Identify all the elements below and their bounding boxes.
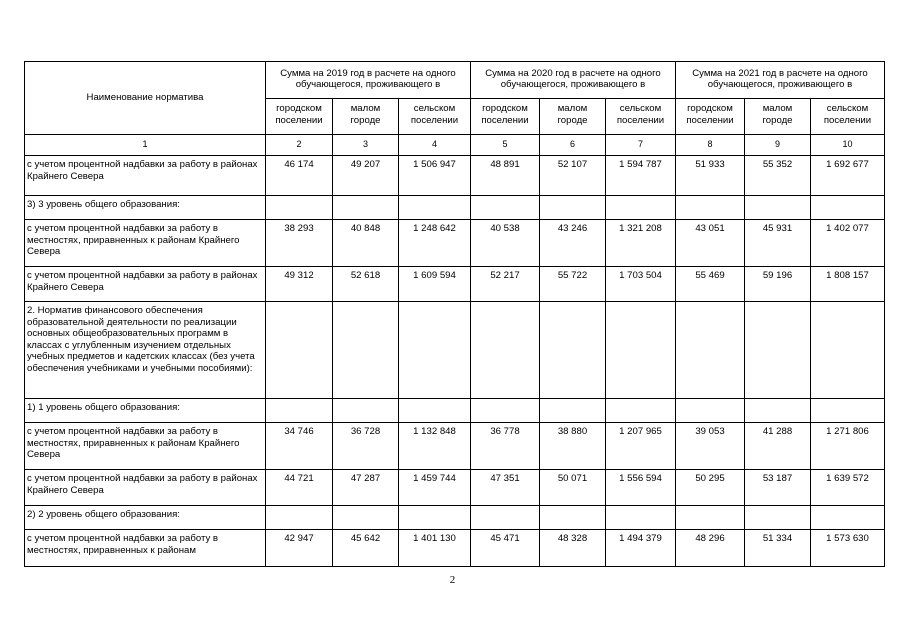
value-cell: 52 618 bbox=[333, 267, 399, 302]
column-number: 7 bbox=[606, 135, 676, 156]
header-year-2019: Сумма на 2019 год в расчете на одного обучающегося, проживающего в bbox=[266, 62, 471, 99]
value-cell bbox=[811, 506, 885, 530]
value-cell bbox=[811, 302, 885, 399]
header-year-2020: Сумма на 2020 год в расчете на одного обучающегося, проживающего в bbox=[471, 62, 676, 99]
value-cell: 50 071 bbox=[540, 470, 606, 506]
value-cell: 34 746 bbox=[266, 423, 333, 470]
value-cell: 1 494 379 bbox=[606, 530, 676, 567]
table-row bbox=[25, 399, 885, 423]
value-cell bbox=[745, 506, 811, 530]
value-cell: 53 187 bbox=[745, 470, 811, 506]
value-cell: 55 722 bbox=[540, 267, 606, 302]
header-small-town: малом городе bbox=[540, 99, 606, 135]
header-norm-name: Наименование норматива bbox=[25, 62, 266, 135]
value-cell bbox=[606, 399, 676, 423]
norm-name-cell: 2) 2 уровень общего образования: bbox=[25, 506, 266, 530]
value-cell: 38 880 bbox=[540, 423, 606, 470]
table-row bbox=[25, 196, 885, 220]
value-cell: 40 848 bbox=[333, 220, 399, 267]
table-row bbox=[25, 506, 885, 530]
value-cell bbox=[266, 399, 333, 423]
value-cell: 50 295 bbox=[676, 470, 745, 506]
value-cell: 48 296 bbox=[676, 530, 745, 567]
norm-name-cell: с учетом процентной надбавки за работу в районах Крайнего Севера bbox=[25, 470, 266, 506]
column-number: 8 bbox=[676, 135, 745, 156]
value-cell bbox=[606, 196, 676, 220]
value-cell bbox=[471, 302, 540, 399]
column-number: 2 bbox=[266, 135, 333, 156]
table-row bbox=[25, 267, 885, 302]
column-number: 3 bbox=[333, 135, 399, 156]
value-cell: 59 196 bbox=[745, 267, 811, 302]
norm-name-cell: с учетом процентной надбавки за работу в районах Крайнего Севера bbox=[25, 156, 266, 196]
column-number: 5 bbox=[471, 135, 540, 156]
value-cell bbox=[399, 302, 471, 399]
value-cell bbox=[471, 399, 540, 423]
norm-name-cell: с учетом процентной надбавки за работу в районах Крайнего Севера bbox=[25, 267, 266, 302]
table-row bbox=[25, 220, 885, 267]
value-cell bbox=[676, 506, 745, 530]
value-cell: 1 271 806 bbox=[811, 423, 885, 470]
value-cell: 49 207 bbox=[333, 156, 399, 196]
value-cell: 55 469 bbox=[676, 267, 745, 302]
value-cell bbox=[266, 196, 333, 220]
header-row-years bbox=[25, 62, 885, 99]
value-cell: 51 933 bbox=[676, 156, 745, 196]
value-cell bbox=[471, 506, 540, 530]
table-row bbox=[25, 423, 885, 470]
header-urban: городском поселении bbox=[471, 99, 540, 135]
value-cell: 1 639 572 bbox=[811, 470, 885, 506]
value-cell: 48 328 bbox=[540, 530, 606, 567]
value-cell: 38 293 bbox=[266, 220, 333, 267]
value-cell bbox=[333, 302, 399, 399]
value-cell: 45 931 bbox=[745, 220, 811, 267]
norms-table bbox=[24, 61, 885, 567]
value-cell: 36 728 bbox=[333, 423, 399, 470]
header-year-2021: Сумма на 2021 год в расчете на одного обучающегося, проживающего в bbox=[676, 62, 885, 99]
column-number: 6 bbox=[540, 135, 606, 156]
value-cell: 1 248 642 bbox=[399, 220, 471, 267]
value-cell bbox=[399, 506, 471, 530]
value-cell: 39 053 bbox=[676, 423, 745, 470]
value-cell: 43 051 bbox=[676, 220, 745, 267]
value-cell: 40 538 bbox=[471, 220, 540, 267]
value-cell: 1 609 594 bbox=[399, 267, 471, 302]
value-cell: 1 321 208 bbox=[606, 220, 676, 267]
norm-name-cell: 2. Норматив финансового обеспечения образовательной деятельности по реализации основных общеобразовательных программ в классах с углубленным изучением отдельных учебных предметов и кадетских классах (без учета обеспечения учебниками и учебными пособиями): bbox=[25, 302, 266, 399]
value-cell: 41 288 bbox=[745, 423, 811, 470]
header-rural: сельском поселении bbox=[399, 99, 471, 135]
value-cell bbox=[333, 506, 399, 530]
column-number: 10 bbox=[811, 135, 885, 156]
norm-name-cell: 3) 3 уровень общего образования: bbox=[25, 196, 266, 220]
value-cell: 47 287 bbox=[333, 470, 399, 506]
table-row bbox=[25, 470, 885, 506]
value-cell bbox=[540, 302, 606, 399]
value-cell bbox=[399, 196, 471, 220]
value-cell bbox=[266, 302, 333, 399]
value-cell: 1 573 630 bbox=[811, 530, 885, 567]
value-cell: 48 891 bbox=[471, 156, 540, 196]
value-cell bbox=[745, 196, 811, 220]
value-cell: 1 692 677 bbox=[811, 156, 885, 196]
value-cell bbox=[606, 302, 676, 399]
value-cell bbox=[266, 506, 333, 530]
column-number: 1 bbox=[25, 135, 266, 156]
value-cell: 55 352 bbox=[745, 156, 811, 196]
value-cell bbox=[676, 399, 745, 423]
value-cell: 47 351 bbox=[471, 470, 540, 506]
header-rural: сельском поселении bbox=[811, 99, 885, 135]
value-cell bbox=[333, 196, 399, 220]
table-row bbox=[25, 530, 885, 567]
value-cell bbox=[540, 196, 606, 220]
value-cell: 52 217 bbox=[471, 267, 540, 302]
value-cell bbox=[676, 302, 745, 399]
header-urban: городском поселении bbox=[676, 99, 745, 135]
header-rural: сельском поселении bbox=[606, 99, 676, 135]
value-cell: 51 334 bbox=[745, 530, 811, 567]
value-cell: 1 207 965 bbox=[606, 423, 676, 470]
value-cell: 45 642 bbox=[333, 530, 399, 567]
value-cell: 49 312 bbox=[266, 267, 333, 302]
norm-name-cell: 1) 1 уровень общего образования: bbox=[25, 399, 266, 423]
norm-name-cell: с учетом процентной надбавки за работу в местностях, приравненных к районам bbox=[25, 530, 266, 567]
value-cell: 1 594 787 bbox=[606, 156, 676, 196]
norm-name-cell: с учетом процентной надбавки за работу в местностях, приравненных к районам Крайнего Севера bbox=[25, 423, 266, 470]
value-cell: 1 808 157 bbox=[811, 267, 885, 302]
value-cell: 1 506 947 bbox=[399, 156, 471, 196]
header-small-town: малом городе bbox=[333, 99, 399, 135]
value-cell bbox=[676, 196, 745, 220]
value-cell: 1 402 077 bbox=[811, 220, 885, 267]
value-cell bbox=[540, 399, 606, 423]
value-cell bbox=[811, 196, 885, 220]
value-cell: 1 459 744 bbox=[399, 470, 471, 506]
value-cell: 1 401 130 bbox=[399, 530, 471, 567]
value-cell bbox=[606, 506, 676, 530]
table-row bbox=[25, 302, 885, 399]
value-cell bbox=[399, 399, 471, 423]
value-cell: 36 778 bbox=[471, 423, 540, 470]
value-cell bbox=[811, 399, 885, 423]
table-row bbox=[25, 156, 885, 196]
column-number: 4 bbox=[399, 135, 471, 156]
value-cell bbox=[471, 196, 540, 220]
header-small-town: малом городе bbox=[745, 99, 811, 135]
value-cell: 1 703 504 bbox=[606, 267, 676, 302]
value-cell: 42 947 bbox=[266, 530, 333, 567]
value-cell: 52 107 bbox=[540, 156, 606, 196]
column-number: 9 bbox=[745, 135, 811, 156]
value-cell bbox=[540, 506, 606, 530]
value-cell: 46 174 bbox=[266, 156, 333, 196]
value-cell: 44 721 bbox=[266, 470, 333, 506]
value-cell: 45 471 bbox=[471, 530, 540, 567]
value-cell: 1 556 594 bbox=[606, 470, 676, 506]
value-cell bbox=[745, 302, 811, 399]
column-number-row bbox=[25, 135, 885, 156]
value-cell bbox=[745, 399, 811, 423]
value-cell: 1 132 848 bbox=[399, 423, 471, 470]
norm-name-cell: с учетом процентной надбавки за работу в местностях, приравненных к районам Крайнего Севера bbox=[25, 220, 266, 267]
value-cell bbox=[333, 399, 399, 423]
header-urban: городском поселении bbox=[266, 99, 333, 135]
page-number: 2 bbox=[449, 574, 456, 586]
value-cell: 43 246 bbox=[540, 220, 606, 267]
